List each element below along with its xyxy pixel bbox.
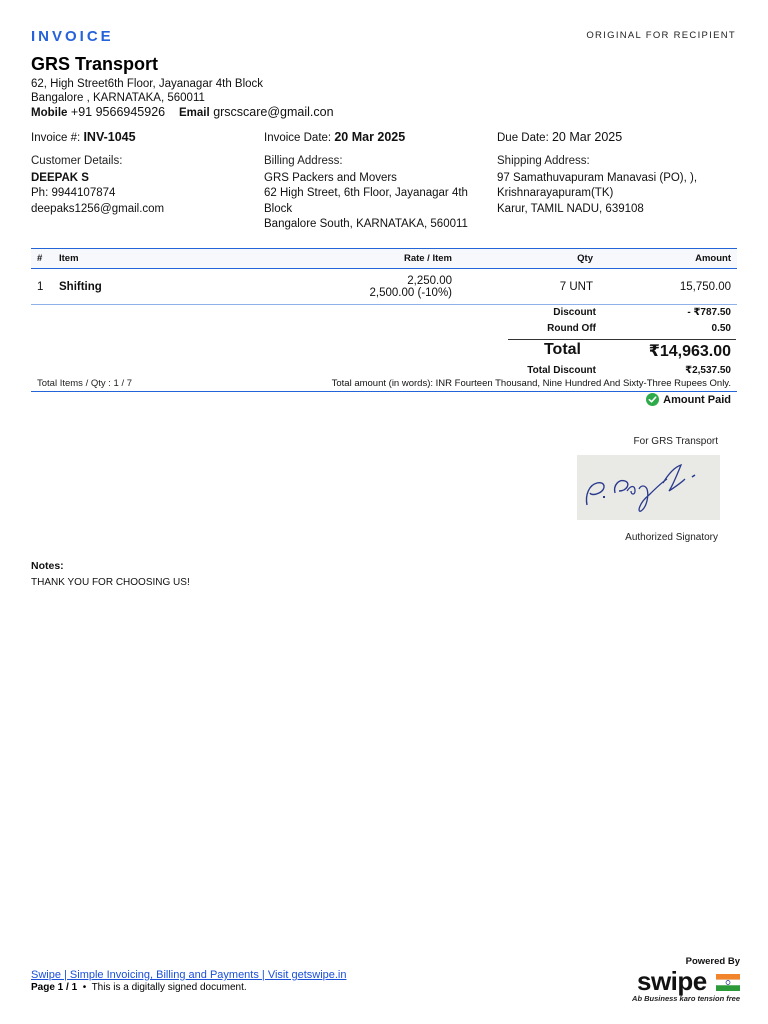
customer-phone: Ph: 9944107874	[31, 187, 116, 199]
shipping-label: Shipping Address:	[497, 155, 590, 167]
total-discount-label: Total Discount	[527, 365, 596, 376]
company-email: grscscare@gmail.con	[213, 105, 334, 119]
authorized-signatory-label: Authorized Signatory	[625, 532, 718, 543]
swipe-tagline: Ab Business karo tension free	[632, 994, 740, 1003]
page-footer: Page 1 / 1 • This is a digitally signed document.	[31, 982, 247, 993]
invoice-date-label: Invoice Date:	[264, 132, 332, 144]
totals-footer-row	[31, 377, 737, 392]
swipe-footer-link[interactable]: Swipe | Simple Invoicing, Billing and Payments | Visit getswipe.in	[31, 969, 347, 981]
col-header-item: Item	[59, 253, 79, 264]
total-discount-value: ₹2,537.50	[685, 365, 731, 376]
billing-line: GRS Packers and Movers	[264, 171, 397, 184]
billing-address	[264, 154, 499, 233]
company-address-line1: 62, High Street6th Floor, Jayanagar 4th Block	[31, 78, 264, 90]
customer-name: DEEPAK S	[31, 171, 89, 184]
total-row	[508, 341, 731, 361]
due-date	[497, 130, 622, 144]
col-header-no: #	[37, 253, 43, 264]
billing-line: Block	[264, 202, 293, 215]
shipping-line: 97 Samathuvapuram Manavasi (PO), ),	[497, 171, 698, 184]
roundoff-label: Round Off	[547, 323, 596, 334]
items-table	[31, 248, 737, 305]
swipe-logo: swipe	[637, 966, 707, 996]
signed-note: This is a digitally signed document.	[91, 982, 247, 993]
customer-details	[31, 154, 266, 217]
page-number: Page 1 / 1	[31, 982, 78, 993]
row-rate-detail: 2,500.00 (-10%)	[369, 286, 452, 299]
due-date-value: 20 Mar 2025	[551, 130, 623, 144]
invoice-title: INVOICE	[31, 28, 114, 45]
col-header-qty: Qty	[577, 253, 593, 264]
signature-for-label: For GRS Transport	[633, 436, 718, 447]
notes-label: Notes:	[31, 560, 64, 572]
discount-value: - ₹787.50	[687, 307, 731, 318]
total-discount-row	[501, 365, 731, 376]
total-label: Total	[543, 341, 581, 358]
shipping-line: Krishnarayapuram(TK)	[497, 187, 614, 199]
shipping-line: Karur, TAMIL NADU, 639108	[497, 202, 644, 215]
row-no: 1	[37, 280, 44, 293]
customer-email: deepaks1256@gmail.com	[31, 202, 165, 215]
row-amount: 15,750.00	[679, 280, 731, 293]
billing-line: 62 High Street, 6th Floor, Jayanagar 4th	[264, 187, 468, 199]
copy-label: ORIGINAL FOR RECIPIENT	[586, 30, 736, 41]
row-item: Shifting	[59, 280, 102, 293]
row-rate-value: 2,250.00	[407, 274, 452, 287]
company-contact	[31, 105, 334, 119]
items-qty-summary: Total Items / Qty : 1 / 7	[37, 378, 133, 389]
total-value: ₹14,963.00	[648, 343, 731, 360]
total-divider	[508, 339, 736, 340]
billing-label: Billing Address:	[264, 155, 343, 167]
billing-line: Bangalore South, KARNATAKA, 560011	[264, 218, 468, 230]
roundoff-row	[501, 323, 731, 334]
row-qty: 7 UNT	[559, 280, 593, 293]
india-flag-icon	[716, 974, 740, 991]
discount-row	[501, 307, 731, 318]
notes-text: THANK YOU FOR CHOOSING US!	[31, 577, 190, 588]
discount-label: Discount	[553, 307, 596, 318]
invoice-date-value: 20 Mar 2025	[334, 130, 406, 144]
customer-label: Customer Details:	[31, 155, 123, 167]
roundoff-value: 0.50	[711, 323, 731, 334]
due-date-label: Due Date:	[497, 132, 549, 144]
powered-by-label: Powered By	[685, 956, 740, 967]
mobile-label: Mobile	[31, 107, 68, 119]
amount-paid-label: Amount Paid	[663, 393, 731, 406]
signature-image	[577, 455, 720, 520]
col-header-amount: Amount	[695, 253, 731, 264]
invoice-number-label: Invoice #:	[31, 132, 81, 144]
company-name: GRS Transport	[31, 54, 159, 74]
invoice-number	[31, 130, 136, 144]
check-circle-icon	[646, 393, 659, 406]
shipping-address	[497, 154, 732, 217]
invoice-number-value: INV-1045	[83, 130, 136, 144]
email-label: Email	[179, 107, 210, 119]
col-header-rate: Rate / Item	[403, 253, 452, 264]
amount-paid-badge	[646, 393, 731, 406]
table-header-row	[31, 249, 737, 269]
company-mobile: +91 9566945926	[70, 105, 166, 119]
row-rate	[233, 269, 458, 305]
company-address-line2: Bangalore , KARNATAKA, 560011	[31, 92, 205, 104]
invoice-date	[264, 130, 405, 144]
table-row	[31, 269, 737, 305]
amount-in-words: Total amount (in words): INR Fourteen Thousand, Nine Hundred And Sixty-Three Rupees Only.	[331, 378, 731, 389]
